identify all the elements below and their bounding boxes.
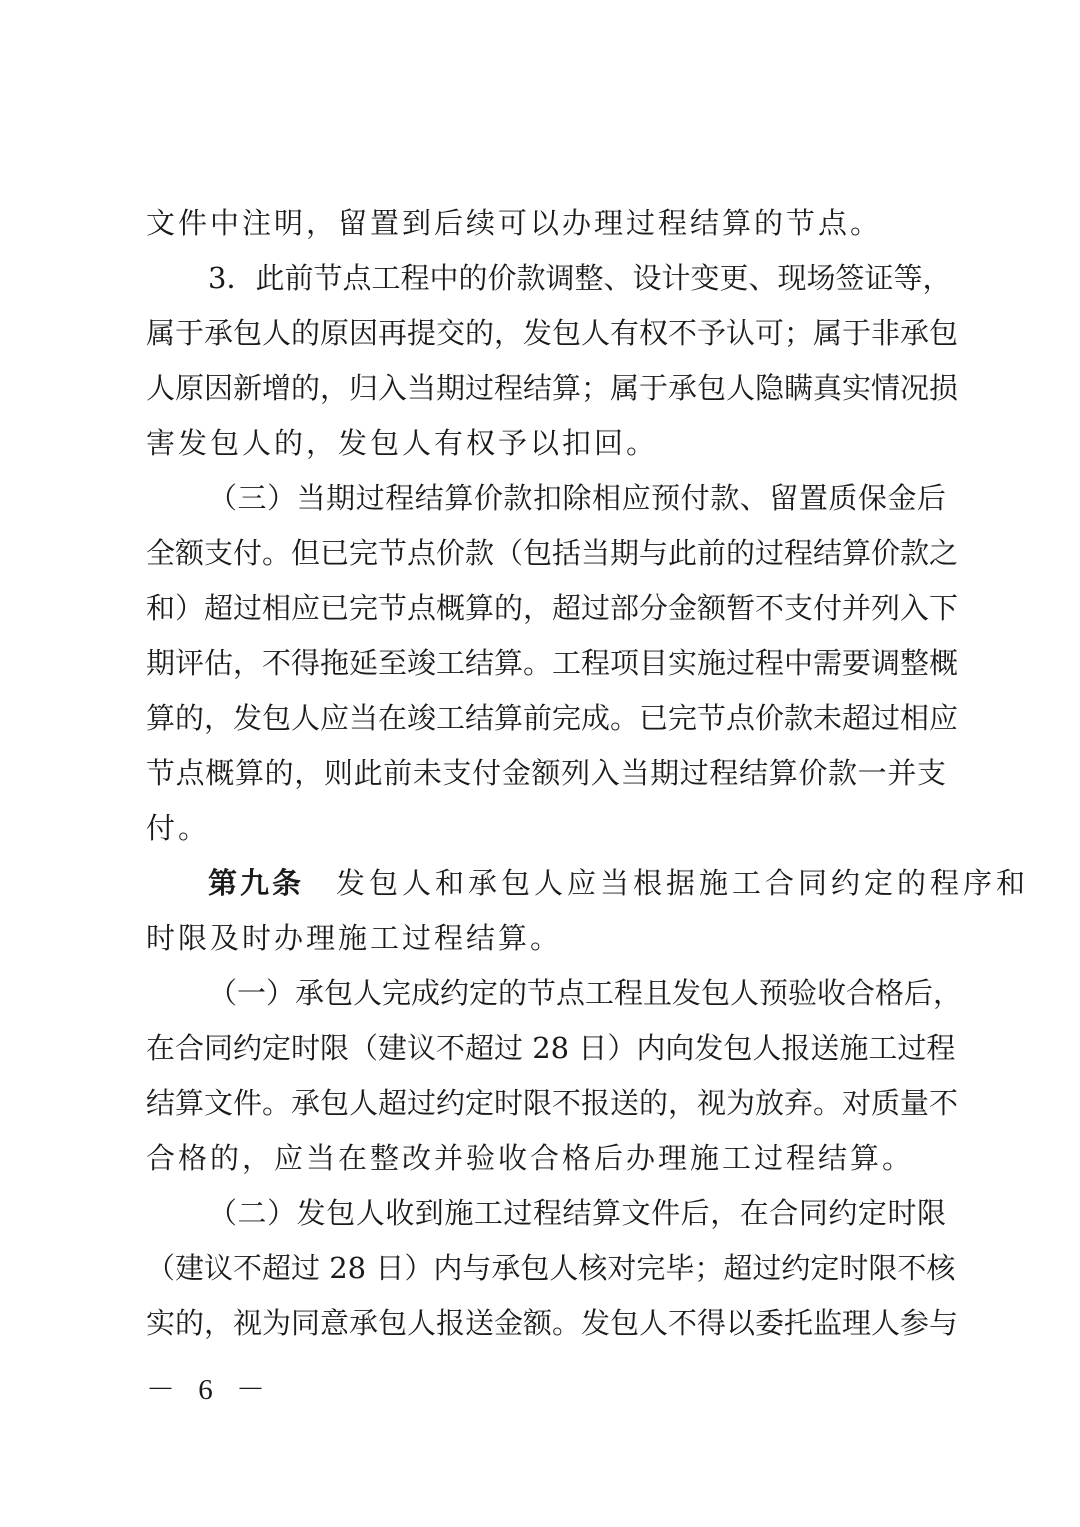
paragraph-line: （二）发包人收到施工过程结算文件后，在合同约定时限 [208,1196,946,1230]
paragraph-line: 时限及时办理施工过程结算。 [146,921,563,955]
paragraph-line: （三）当期过程结算价款扣除相应预付款、留置质保金后 [208,481,946,515]
paragraph-line: 和）超过相应已完节点概算的，超过部分金额暂不支付并列入下 [146,591,959,625]
paragraph-line: 期评估，不得拖延至竣工结算。工程项目实施过程中需要调整概 [146,646,959,680]
paragraph-line: 3．此前节点工程中的价款调整、设计变更、现场签证等， [208,261,952,295]
article-text: 发包人和承包人应当根据施工合同约定的程序和 [336,866,1030,900]
paragraph-line: 节点概算的，则此前未支付金额列入当期过程结算价款一并支 [146,756,946,790]
paragraph-line: 付。 [146,811,211,845]
paragraph-line: 文件中注明，留置到后续可以办理过程结算的节点。 [146,206,883,240]
article-heading: 第九条 [208,866,305,900]
paragraph-line: 算的，发包人应当在竣工结算前完成。已完节点价款未超过相应 [146,701,959,735]
page-number: － 6 － [146,1374,274,1406]
paragraph-line: （建议不超过 28 日）内与承包人核对完毕；超过约定时限不核 [146,1251,956,1285]
paragraph-line: 在合同约定时限（建议不超过 28 日）内向发包人报送施工过程 [146,1031,956,1065]
paragraph-line: 害发包人的，发包人有权予以扣回。 [146,426,659,460]
article-line [208,863,1030,903]
paragraph-line: 结算文件。承包人超过约定时限不报送的，视为放弃。对质量不 [146,1086,959,1120]
paragraph-line: （一）承包人完成约定的节点工程且发包人预验收合格后， [208,976,963,1010]
paragraph-line: 属于承包人的原因再提交的，发包人有权不予认可；属于非承包 [146,316,959,350]
paragraph-line: 全额支付。但已完节点价款（包括当期与此前的过程结算价款之 [146,536,959,570]
paragraph-line: 合格的，应当在整改并验收合格后办理施工过程结算。 [146,1141,915,1175]
paragraph-line: 实的，视为同意承包人报送金额。发包人不得以委托监理人参与 [146,1306,959,1340]
paragraph-line: 人原因新增的，归入当期过程结算；属于承包人隐瞒真实情况损 [146,371,959,405]
